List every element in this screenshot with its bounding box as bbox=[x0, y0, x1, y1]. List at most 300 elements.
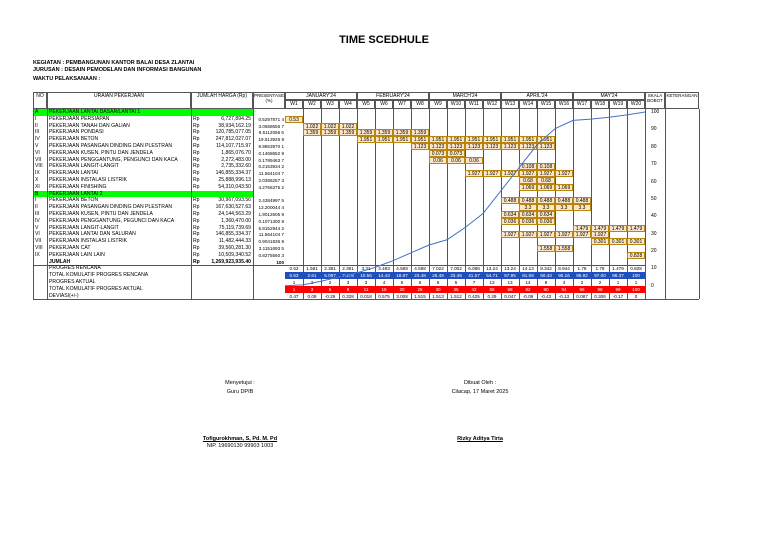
summary-value: -0.13 bbox=[558, 293, 570, 299]
bar-cell: 1.951 bbox=[501, 136, 519, 143]
row-uraian: PEKERJAAN PENGGANTUNG, PENGUNCI DAN KACA bbox=[49, 156, 178, 163]
bar-cell: 1.927 bbox=[537, 231, 555, 238]
summary-value: 67.95 bbox=[501, 272, 519, 279]
summary-value: 4.589 bbox=[396, 266, 408, 272]
row-amount: 167,630,527.63 bbox=[215, 204, 251, 211]
row-no: IV bbox=[35, 217, 40, 224]
row-no: II bbox=[35, 204, 38, 211]
row-amount: 247,812,027.07 bbox=[215, 136, 251, 143]
page-title: TIME SCEDHULE bbox=[339, 34, 429, 46]
row-no: A bbox=[35, 109, 39, 115]
row-rp: Rp bbox=[193, 183, 200, 190]
summary-value: 4 bbox=[562, 280, 566, 285]
summary-value: 98 bbox=[591, 286, 609, 293]
bar-cell: 1.927 bbox=[537, 170, 555, 177]
row-uraian: PEKERJAAN PONDASI bbox=[49, 129, 104, 136]
bar-cell: 0.301 bbox=[591, 238, 609, 245]
row-amount: 24,144,563.29 bbox=[218, 211, 251, 217]
bar-cell: 1.123 bbox=[465, 143, 483, 150]
row-no: V bbox=[35, 224, 39, 231]
row-amount: 10,509,340.52 bbox=[218, 251, 251, 258]
summary-value: 14.13 bbox=[522, 266, 534, 272]
summary-value: 5 bbox=[436, 280, 440, 285]
row-presentase: 5.9152944 2 bbox=[258, 225, 284, 231]
summary-value: 90.43 bbox=[537, 272, 555, 279]
bar-cell: 0.68 bbox=[537, 177, 555, 184]
row-uraian: PEKERJAAN KUSEN, PINTU DAN JENDELA bbox=[49, 211, 153, 217]
author-title: Dibuat Oleh : bbox=[463, 380, 497, 386]
row-amount: 146,855,334.37 bbox=[215, 170, 251, 177]
summary-value: 1.515 bbox=[414, 293, 426, 299]
author-date: Cilacap, 17 Maret 2025 bbox=[451, 389, 509, 395]
bar-cell: 1.927 bbox=[501, 231, 519, 238]
header-week: W12 bbox=[483, 100, 501, 109]
summary-value: 0.53 bbox=[285, 272, 303, 279]
row-amount: 25,888,996.13 bbox=[218, 177, 251, 183]
row-amount: 11,482,444.33 bbox=[218, 238, 251, 245]
summary-value: 2.61 bbox=[303, 272, 321, 279]
bar-cell: 0.06 bbox=[447, 157, 465, 164]
row-amount: 39,560,281.30 bbox=[218, 245, 251, 251]
bar-cell: 1.927 bbox=[573, 231, 591, 238]
author-name: Rizky Aditya Tirta bbox=[457, 436, 503, 442]
scale-label: 50 bbox=[651, 195, 657, 202]
bar-cell: 0.036 bbox=[537, 218, 555, 225]
summary-value: 8 bbox=[339, 286, 357, 293]
bar-cell: 0.06 bbox=[465, 157, 483, 164]
row-presentase: 13.200044 4 bbox=[258, 205, 284, 211]
bar-cell: 3.3 bbox=[537, 204, 555, 211]
scale-label: 100 bbox=[651, 109, 660, 115]
summary-value: 42 bbox=[465, 286, 483, 293]
row-rp: Rp bbox=[193, 163, 200, 170]
summary-value: 100 bbox=[627, 272, 645, 279]
scale-label: 20 bbox=[651, 248, 657, 255]
summary-value: 15 bbox=[375, 286, 393, 293]
summary-value: 7 bbox=[472, 280, 476, 285]
jurusan-line: JURUSAN : DESAIN PEMODELAN DAN INFORMASI BANGUNAN bbox=[33, 67, 202, 73]
header-week: W3 bbox=[321, 100, 339, 109]
header-month: APRIL'24 bbox=[501, 92, 573, 100]
bar-cell: 0.108 bbox=[537, 163, 555, 170]
summary-value: -0.17 bbox=[612, 293, 624, 299]
header-week: W16 bbox=[555, 100, 573, 109]
row-amount: 120,785,077.05 bbox=[215, 129, 251, 136]
summary-label: TOTAL KOMULATIF PROGRES AKTUAL bbox=[49, 285, 143, 292]
bar-cell: 0.488 bbox=[537, 197, 555, 204]
summary-value: 96 bbox=[573, 286, 591, 293]
summary-value: 0.306 bbox=[594, 293, 606, 299]
summary-value: 98.37 bbox=[609, 272, 627, 279]
row-rp: Rp bbox=[193, 177, 200, 183]
row-no: IX bbox=[35, 251, 40, 258]
summary-value: 14.43 bbox=[375, 272, 393, 279]
row-no: VII bbox=[35, 156, 42, 163]
row-no: VI bbox=[35, 231, 40, 238]
waktu-line: WAKTU PELAKSANAAN : bbox=[33, 76, 101, 82]
summary-value: -0.43 bbox=[540, 293, 552, 299]
row-no: X bbox=[35, 177, 39, 183]
summary-value: 3 bbox=[364, 280, 368, 285]
header-week: W8 bbox=[411, 100, 429, 109]
bar-cell: 1.123 bbox=[537, 143, 555, 150]
summary-value: 3.493 bbox=[378, 266, 390, 272]
bar-cell: 1.927 bbox=[555, 170, 573, 177]
summary-value: 33.49 bbox=[447, 272, 465, 279]
summary-value: 3 bbox=[303, 286, 321, 293]
bar-cell: 0.488 bbox=[519, 197, 537, 204]
header-keterangan: KETERANGAN bbox=[665, 92, 699, 109]
row-rp: Rp bbox=[193, 115, 200, 122]
bar-cell: 1.951 bbox=[357, 136, 375, 143]
bar-cell: 1.359 bbox=[321, 129, 339, 136]
bar-cell: 1.951 bbox=[519, 136, 537, 143]
bar-cell: 1.069 bbox=[537, 184, 555, 191]
summary-value: 2 bbox=[328, 280, 332, 285]
row-rp: Rp bbox=[193, 170, 200, 177]
summary-value: -0.08 bbox=[522, 293, 534, 299]
header-week: W5 bbox=[357, 100, 375, 109]
row-no: III bbox=[35, 129, 40, 136]
bar-cell: 1.359 bbox=[303, 129, 321, 136]
summary-value: 82 bbox=[519, 286, 537, 293]
summary-value: 1 bbox=[292, 280, 296, 285]
row-presentase: 100 bbox=[276, 259, 284, 265]
header-week: W11 bbox=[465, 100, 483, 109]
row-no: I bbox=[35, 197, 37, 204]
row-rp: Rp bbox=[193, 156, 200, 163]
summary-value: 0.328 bbox=[342, 293, 354, 299]
bar-cell: 1.951 bbox=[465, 136, 483, 143]
summary-value: 10.56 bbox=[357, 272, 375, 279]
header-week: W14 bbox=[519, 100, 537, 109]
row-no: IX bbox=[35, 170, 40, 177]
summary-value: 81.08 bbox=[519, 272, 537, 279]
row-uraian: PEKERJAAN PASANGAN DINDING DAN PLESTRAN bbox=[49, 143, 173, 149]
header-week: W10 bbox=[447, 100, 465, 109]
row-uraian: PEKERJAAN CAT bbox=[49, 245, 91, 251]
row-no: XI bbox=[35, 183, 40, 190]
row-no: V bbox=[35, 143, 39, 149]
row-presentase: 11.564104 7 bbox=[258, 232, 284, 238]
row-amount: 30,967,093.56 bbox=[218, 197, 251, 204]
row-uraian: PEKERJAAN INSTALASI LISTRIK bbox=[49, 177, 128, 183]
summary-value: 5 bbox=[400, 280, 404, 285]
row-amount: 54,310,043.50 bbox=[218, 183, 251, 190]
summary-value: 0.425 bbox=[468, 293, 480, 299]
summary-value: 55 bbox=[483, 286, 501, 293]
bar-cell: 1.927 bbox=[519, 231, 537, 238]
row-rp: Rp bbox=[193, 258, 200, 265]
row-uraian: JUMLAH bbox=[49, 258, 71, 265]
summary-value: 8.342 bbox=[540, 266, 552, 272]
bar-cell: 0.828 bbox=[627, 252, 645, 259]
bar-cell: 1.359 bbox=[357, 129, 375, 136]
summary-value: 1 bbox=[285, 286, 303, 293]
summary-value: 7.002 bbox=[450, 266, 462, 272]
header-week: W1 bbox=[285, 100, 303, 109]
summary-value: 0.29 bbox=[487, 293, 497, 299]
row-rp: Rp bbox=[193, 211, 200, 217]
header-no: NO bbox=[33, 92, 47, 109]
scale-label: 10 bbox=[651, 265, 657, 272]
row-rp: Rp bbox=[193, 231, 200, 238]
summary-value: 11 bbox=[357, 286, 375, 293]
bar-cell: 0.036 bbox=[519, 218, 537, 225]
row-amount: 6,727,894.25 bbox=[221, 115, 251, 122]
summary-value: 95.16 bbox=[555, 272, 573, 279]
summary-label: PROGRES AKTUAL bbox=[49, 279, 96, 285]
row-uraian: PEKERJAAN LANTAI 2 bbox=[49, 190, 103, 197]
bar-cell: 1.359 bbox=[339, 129, 357, 136]
bar-cell: 1.123 bbox=[501, 143, 519, 150]
summary-value: 0.018 bbox=[360, 293, 372, 299]
bar-cell: 1.951 bbox=[447, 136, 465, 143]
row-presentase: 0.9041836 9 bbox=[258, 239, 284, 245]
summary-value: 100 bbox=[627, 286, 645, 293]
bar-cell: 1.359 bbox=[375, 129, 393, 136]
bar-cell: 1.359 bbox=[393, 129, 411, 136]
row-no: VI bbox=[35, 149, 40, 156]
bar-cell: 1.951 bbox=[537, 136, 555, 143]
bar-cell: 1.927 bbox=[519, 170, 537, 177]
row-rp: Rp bbox=[193, 238, 200, 245]
bar-cell: 1.123 bbox=[411, 143, 429, 150]
header-month: MARCH'24 bbox=[429, 92, 501, 100]
bar-cell: 1.479 bbox=[573, 225, 591, 232]
summary-value: 14 bbox=[525, 280, 531, 285]
header-week: W9 bbox=[429, 100, 447, 109]
row-amount: 2,735,332.60 bbox=[221, 163, 251, 170]
bar-cell: 0.488 bbox=[501, 197, 519, 204]
header-week: W15 bbox=[537, 100, 555, 109]
summary-value: 30 bbox=[429, 286, 447, 293]
summary-value: 7.478 bbox=[339, 272, 357, 279]
row-rp: Rp bbox=[193, 136, 200, 143]
summary-value: 25 bbox=[411, 286, 429, 293]
bar-cell: 0.073 bbox=[429, 150, 447, 157]
row-no: B bbox=[35, 190, 39, 197]
bar-cell: 0.634 bbox=[537, 211, 555, 218]
summary-value: 0.828 bbox=[630, 266, 642, 272]
row-amount: 146,855,334.37 bbox=[215, 231, 251, 238]
summary-value: 68 bbox=[501, 286, 519, 293]
row-amount: 1,360,470.00 bbox=[221, 217, 251, 224]
summary-value: 0.575 bbox=[378, 293, 390, 299]
bar-cell: 0.634 bbox=[519, 211, 537, 218]
summary-value: 1.513 bbox=[432, 293, 444, 299]
row-uraian: PEKERJAAN PENGGANTUNG, PEGUNCI DAN KACA bbox=[49, 217, 175, 224]
row-presentase: 3.1151693 5 bbox=[258, 246, 284, 251]
summary-value: 3.008 bbox=[396, 293, 408, 299]
summary-value: 20 bbox=[393, 286, 411, 293]
summary-value: 13 bbox=[489, 280, 495, 285]
scale-label: 40 bbox=[651, 213, 657, 220]
summary-value: 7.022 bbox=[432, 266, 444, 272]
summary-value: 0.087 bbox=[576, 293, 588, 299]
bar-cell: 0.634 bbox=[501, 211, 519, 218]
row-presentase: 4.2766375 2 bbox=[258, 184, 284, 190]
header-uraian: URAIAN PEKERJAAN bbox=[47, 92, 191, 109]
bar-cell: 1.022 bbox=[303, 123, 321, 130]
row-presentase: 0.1071300 8 bbox=[258, 218, 284, 224]
row-presentase: 19.513926 9 bbox=[258, 137, 284, 143]
s-curve-line bbox=[285, 112, 645, 286]
bar-cell: 0.301 bbox=[627, 238, 645, 245]
bar-cell: 0.68 bbox=[519, 177, 537, 184]
row-uraian: PEKERJAAN BETON bbox=[49, 197, 99, 204]
summary-value: 0.047 bbox=[504, 293, 516, 299]
row-presentase: 0.1789463 7 bbox=[258, 157, 284, 163]
row-no: III bbox=[35, 211, 40, 217]
header-month: MAY'24 bbox=[573, 92, 645, 100]
header-week: W17 bbox=[573, 100, 591, 109]
bar-cell: 1.951 bbox=[375, 136, 393, 143]
row-rp: Rp bbox=[193, 251, 200, 258]
bar-cell: 0.488 bbox=[555, 197, 573, 204]
bar-cell: 1.359 bbox=[411, 129, 429, 136]
header-week: W18 bbox=[591, 100, 609, 109]
row-no: I bbox=[35, 115, 37, 122]
summary-value: 41.57 bbox=[465, 272, 483, 279]
row-presentase: 2.4384997 5 bbox=[258, 198, 284, 204]
row-presentase: 11.564104 7 bbox=[258, 171, 284, 177]
row-rp: Rp bbox=[193, 245, 200, 251]
row-no: VII bbox=[35, 238, 42, 245]
summary-value: 4.598 bbox=[414, 266, 426, 272]
approver-nip: NIP. 19690130 99903 1003 bbox=[206, 443, 274, 449]
summary-value: 54.71 bbox=[483, 272, 501, 279]
row-uraian: PEKERJAAN INSTALASI LISTRIK bbox=[49, 238, 128, 245]
row-amount: 1,269,923,935.40 bbox=[211, 258, 251, 265]
row-rp: Rp bbox=[193, 122, 200, 129]
header-presentase: PRESENTASE (%) bbox=[253, 92, 285, 109]
summary-value: 6.088 bbox=[468, 266, 480, 272]
row-uraian: PEKERJAAN LANGIT-LANGIT bbox=[49, 224, 119, 231]
row-presentase: 0.5297871 4 bbox=[258, 116, 284, 122]
header-month: FEBRUARY'24 bbox=[357, 92, 429, 100]
header-week: W2 bbox=[303, 100, 321, 109]
row-rp: Rp bbox=[193, 217, 200, 224]
bar-cell: 1.558 bbox=[537, 245, 555, 252]
summary-value: 13.24 bbox=[486, 266, 498, 272]
bar-cell: 0.06 bbox=[429, 157, 447, 164]
summary-value: 1.479 bbox=[612, 266, 624, 272]
bar-cell: 1.123 bbox=[447, 143, 465, 150]
bar-cell: 1.558 bbox=[555, 245, 573, 252]
summary-value: 35 bbox=[447, 286, 465, 293]
summary-value: 0.53 bbox=[289, 266, 299, 272]
header-skala: SKALA BOBOT bbox=[645, 92, 665, 109]
scale-label: 80 bbox=[651, 143, 657, 150]
summary-value: 23.48 bbox=[411, 272, 429, 279]
summary-value: 97.00 bbox=[591, 272, 609, 279]
row-no: VIII bbox=[35, 163, 43, 170]
scale-label: 90 bbox=[651, 126, 657, 133]
header-month: JANUARY'24 bbox=[285, 92, 357, 100]
bar-cell: 0.073 bbox=[447, 150, 465, 157]
row-presentase: 8.9853970 1 bbox=[258, 144, 284, 149]
row-presentase: 3.0658656 7 bbox=[258, 123, 284, 129]
row-presentase: 0.2153934 2 bbox=[258, 164, 284, 170]
bar-cell: 1.479 bbox=[609, 225, 627, 232]
header-week: W13 bbox=[501, 100, 519, 109]
summary-label: TOTAL KOMULATIF PROGRES RENCANA bbox=[49, 272, 149, 279]
row-presentase: 9.5112056 6 bbox=[258, 130, 284, 136]
summary-value: 26.49 bbox=[429, 272, 447, 279]
summary-value: 3.31 bbox=[361, 266, 371, 272]
bar-cell: 1.479 bbox=[627, 225, 645, 232]
bar-cell: 1.927 bbox=[555, 231, 573, 238]
summary-value: 95.92 bbox=[573, 272, 591, 279]
bar-cell: 1.123 bbox=[483, 143, 501, 150]
row-uraian: PEKERJAAN LANTAI bbox=[49, 170, 99, 177]
row-rp: Rp bbox=[193, 143, 200, 149]
kegiatan-line: KEGIATAN : PEMBANGUNAN KANTOR BALAI DESA ZLANTAI bbox=[33, 60, 195, 66]
bar-cell: 0.108 bbox=[519, 163, 537, 170]
row-presentase: 0.8275560 3 bbox=[258, 252, 284, 258]
summary-value: 0.09 bbox=[307, 293, 317, 299]
row-uraian: PEKERJAAN PASANGAN DINDING DAN PLESTRAN bbox=[49, 204, 173, 211]
summary-label: DEVIASI(+/-) bbox=[49, 292, 79, 299]
summary-value: 1.581 bbox=[306, 266, 318, 272]
scale-label: 70 bbox=[651, 161, 657, 168]
summary-value: 1.78 bbox=[595, 266, 605, 272]
bar-cell: 1.022 bbox=[339, 123, 357, 130]
row-uraian: PEKERJAAN LANTAI DAN SALURAN bbox=[49, 231, 136, 238]
summary-value: -0.29 bbox=[324, 293, 336, 299]
bar-cell: 1.069 bbox=[555, 184, 573, 191]
header-jumlah: JUMLAH HARGA (Rp) bbox=[191, 92, 253, 109]
summary-value: 99 bbox=[609, 286, 627, 293]
bar-cell: 1.022 bbox=[321, 123, 339, 130]
bar-cell: 3.3 bbox=[555, 204, 573, 211]
approval-title: Menyetujui : bbox=[225, 380, 255, 386]
row-amount: 38,934,162.19 bbox=[218, 122, 251, 129]
approver-name: Tofigurokhman, S, Pd. M. Pd bbox=[202, 436, 278, 442]
bar-cell: 1.951 bbox=[429, 136, 447, 143]
summary-value: 90 bbox=[537, 286, 555, 293]
bar-cell: 0.301 bbox=[609, 238, 627, 245]
summary-value: 4 bbox=[382, 280, 386, 285]
summary-value: 0 bbox=[634, 293, 638, 299]
row-rp: Rp bbox=[193, 129, 200, 136]
summary-value: 5 bbox=[454, 280, 458, 285]
summary-value: 2.381 bbox=[324, 266, 336, 272]
summary-value: 1 bbox=[634, 280, 638, 285]
row-uraian: PEKERJAAN LANTAI DASAR/LANTAI 1 bbox=[49, 109, 141, 115]
bar-cell: 0.036 bbox=[501, 218, 519, 225]
scale-label: 60 bbox=[651, 178, 657, 185]
summary-value: 1.512 bbox=[450, 293, 462, 299]
row-rp: Rp bbox=[193, 204, 200, 211]
row-no: VIII bbox=[35, 245, 43, 251]
bar-cell: 1.951 bbox=[411, 136, 429, 143]
bar-cell: 1.069 bbox=[519, 184, 537, 191]
row-presentase: 0.1468652 9 bbox=[258, 150, 284, 156]
summary-value: 94 bbox=[555, 286, 573, 293]
summary-value: 0.47 bbox=[289, 293, 299, 299]
summary-value: 8 bbox=[544, 280, 548, 285]
header-week: W7 bbox=[393, 100, 411, 109]
bar-cell: 3.3 bbox=[573, 204, 591, 211]
bar-cell: 1.927 bbox=[591, 231, 609, 238]
row-presentase: 2.0386257 3 bbox=[258, 178, 284, 183]
bar-cell: 1.927 bbox=[465, 170, 483, 177]
summary-value: 5 bbox=[418, 280, 422, 285]
row-rp: Rp bbox=[193, 197, 200, 204]
summary-value: 1 bbox=[616, 280, 620, 285]
